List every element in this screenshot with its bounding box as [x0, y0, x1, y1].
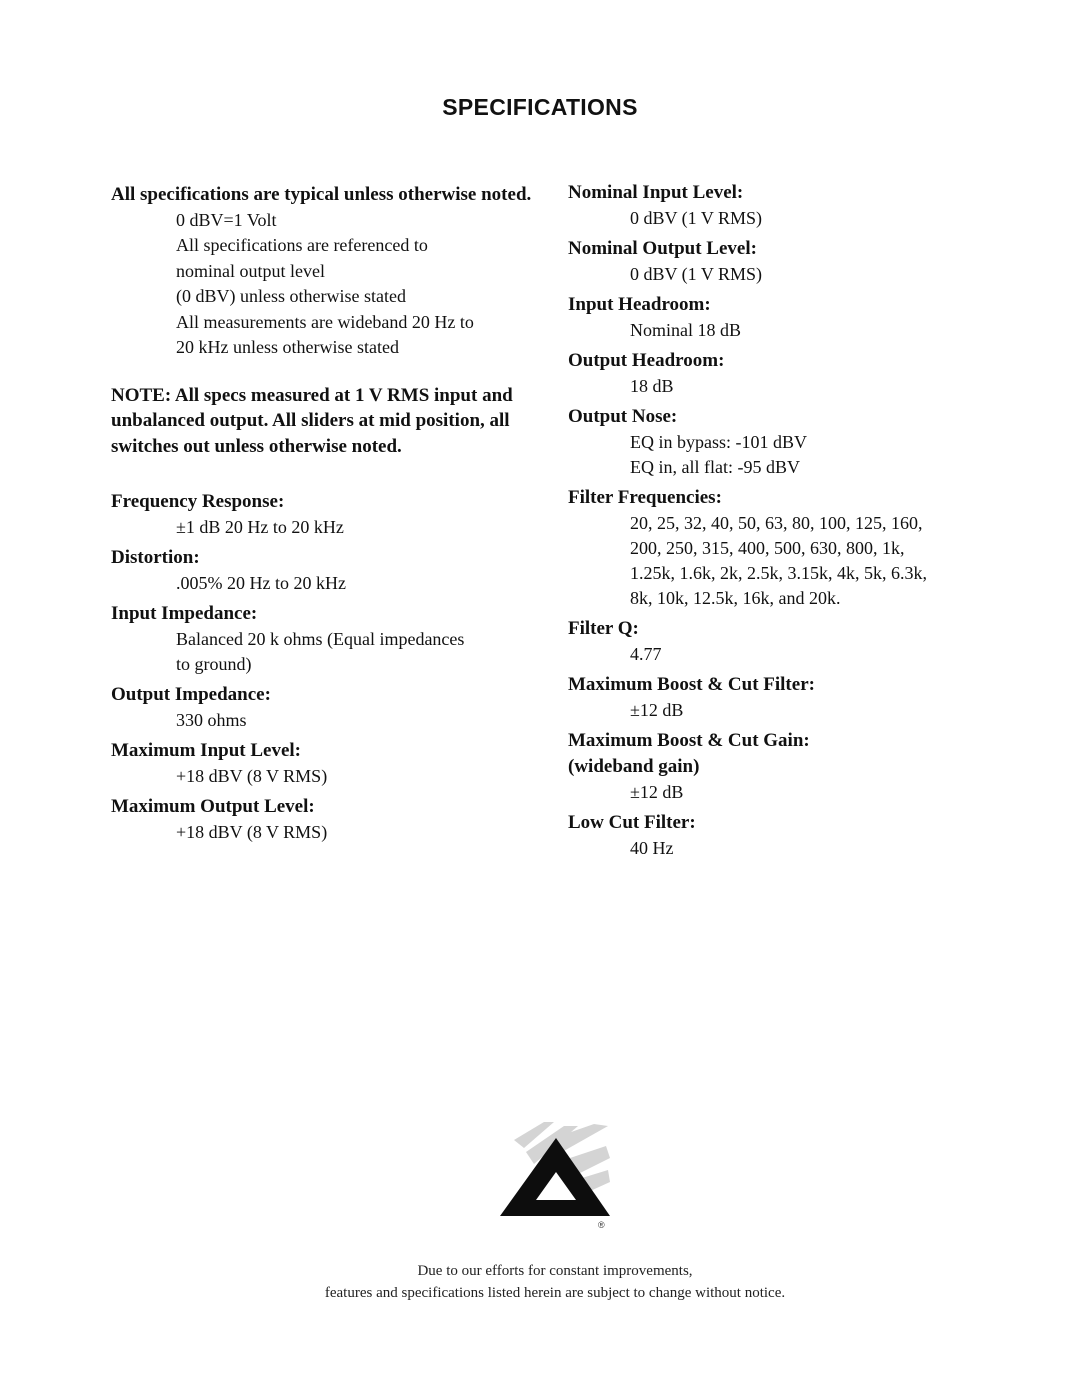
intro-line: All measurements are wideband 20 Hz to	[176, 311, 474, 332]
spec-label: Distortion:	[111, 547, 200, 568]
spec-label: Nominal Output Level:	[568, 238, 757, 259]
spec-value	[568, 836, 1008, 861]
intro-line: (0 dBV) unless otherwise stated	[176, 286, 406, 306]
spec-max-boost-cut-filter	[568, 672, 1008, 723]
spec-value-line: ±12 dB	[630, 700, 684, 720]
spec-value-line: 8k, 10k, 12.5k, 16k, and 20k.	[630, 588, 841, 608]
spec-label: Output Headroom:	[568, 350, 725, 371]
triangle-logo-icon	[498, 1118, 614, 1230]
intro-line: 20 kHz unless otherwise stated	[176, 337, 399, 357]
spec-output-headroom	[568, 348, 1008, 399]
spec-value	[111, 571, 541, 596]
right-column	[568, 180, 1008, 866]
spec-output-noise	[568, 404, 1008, 480]
spec-value-line: 1.25k, 1.6k, 2k, 2.5k, 3.15k, 4k, 5k, 6.3k,	[630, 563, 927, 583]
spec-label: Maximum Output Level:	[111, 796, 315, 817]
spec-value	[568, 206, 1008, 231]
footer-line: Due to our efforts for constant improvements,	[417, 1263, 693, 1279]
spec-value-line: 200, 250, 315, 400, 500, 630, 800, 1k,	[630, 538, 905, 558]
spec-value-line: 330 ohms	[176, 710, 247, 730]
spec-label: Input Headroom:	[568, 294, 711, 315]
registered-mark: ®	[598, 1220, 605, 1230]
spec-value	[111, 820, 541, 845]
left-column	[111, 182, 541, 850]
spec-value-line: +18 dBV (8 V RMS)	[176, 766, 328, 786]
spec-value	[111, 764, 541, 789]
spec-value-line: 4.77	[630, 644, 662, 664]
spec-value-line: Balanced 20 k ohms (Equal impedances	[176, 629, 465, 649]
spec-low-cut-filter	[568, 810, 1008, 861]
spec-label: Nominal Input Level:	[568, 182, 744, 203]
spec-label: Input Impedance:	[111, 603, 258, 624]
spec-value	[111, 708, 541, 733]
spec-value	[568, 642, 1008, 667]
page-title: SPECIFICATIONS	[442, 94, 638, 120]
left-spec-list	[111, 489, 541, 845]
intro-line: nominal output level	[176, 260, 325, 281]
spec-value	[568, 780, 1008, 805]
spec-value	[568, 318, 1008, 343]
spec-value	[111, 515, 541, 540]
spec-label: Maximum Boost & Cut Gain: (wideband gain)	[568, 730, 810, 777]
intro-notes	[111, 208, 541, 361]
spec-value-line: +18 dBV (8 V RMS)	[176, 822, 328, 842]
spec-value	[568, 262, 1008, 287]
spec-value-line: ±12 dB	[630, 782, 684, 802]
spec-frequency-response	[111, 489, 541, 540]
spec-value	[568, 698, 1008, 723]
spec-value-line: 0 dBV (1 V RMS)	[630, 264, 763, 284]
spec-value	[568, 511, 1008, 611]
spec-maximum-output-level	[111, 794, 541, 845]
spec-max-boost-cut-gain	[568, 728, 1008, 805]
spec-label: Filter Q:	[568, 618, 639, 639]
spec-maximum-input-level	[111, 738, 541, 789]
spec-nominal-output-level	[568, 236, 1008, 287]
intro-line: All specifications are referenced to	[176, 235, 428, 255]
spec-label: Maximum Boost & Cut Filter:	[568, 674, 815, 695]
footer-disclaimer	[0, 1260, 1080, 1304]
spec-output-impedance	[111, 682, 541, 733]
spec-value-line: 40 Hz	[630, 838, 674, 858]
spec-label: Output Impedance:	[111, 684, 271, 705]
spec-value-line: 18 dB	[630, 376, 674, 396]
spec-value-line: to ground)	[176, 654, 252, 674]
spec-value-line: ±1 dB 20 Hz to 20 kHz	[176, 517, 344, 537]
spec-distortion	[111, 545, 541, 596]
spec-input-impedance	[111, 601, 541, 677]
spec-value	[568, 430, 1008, 480]
spec-value-line: EQ in bypass: -101 dBV	[630, 432, 807, 452]
spec-filter-q	[568, 616, 1008, 667]
spec-value	[568, 374, 1008, 399]
spec-input-headroom	[568, 292, 1008, 343]
spec-label: Low Cut Filter:	[568, 812, 696, 833]
spec-value-line: 0 dBV (1 V RMS)	[630, 208, 763, 228]
spec-value-line: 20, 25, 32, 40, 50, 63, 80, 100, 125, 160,	[630, 513, 923, 533]
spec-value	[111, 627, 541, 677]
measurement-note: NOTE: All specs measured at 1 V RMS input and unbalanced output. All sliders at mid position, all switches out unless otherwise noted.	[111, 384, 513, 457]
spec-value-line: EQ in, all flat: -95 dBV	[630, 457, 800, 477]
spec-label: Maximum Input Level:	[111, 740, 301, 761]
spec-label: Filter Frequencies:	[568, 487, 722, 508]
spec-value-line: .005% 20 Hz to 20 kHz	[176, 573, 346, 593]
spec-value-line: Nominal 18 dB	[630, 320, 741, 340]
intro-heading: All specifications are typical unless otherwise noted.	[111, 184, 532, 205]
spec-label: Frequency Response:	[111, 491, 285, 512]
intro-line: 0 dBV=1 Volt	[176, 209, 277, 230]
footer-line: features and specifications listed herein are subject to change without notice.	[324, 1285, 786, 1301]
spec-filter-frequencies	[568, 485, 1008, 611]
spec-label: Output Nose:	[568, 406, 678, 427]
spec-nominal-input-level	[568, 180, 1008, 231]
